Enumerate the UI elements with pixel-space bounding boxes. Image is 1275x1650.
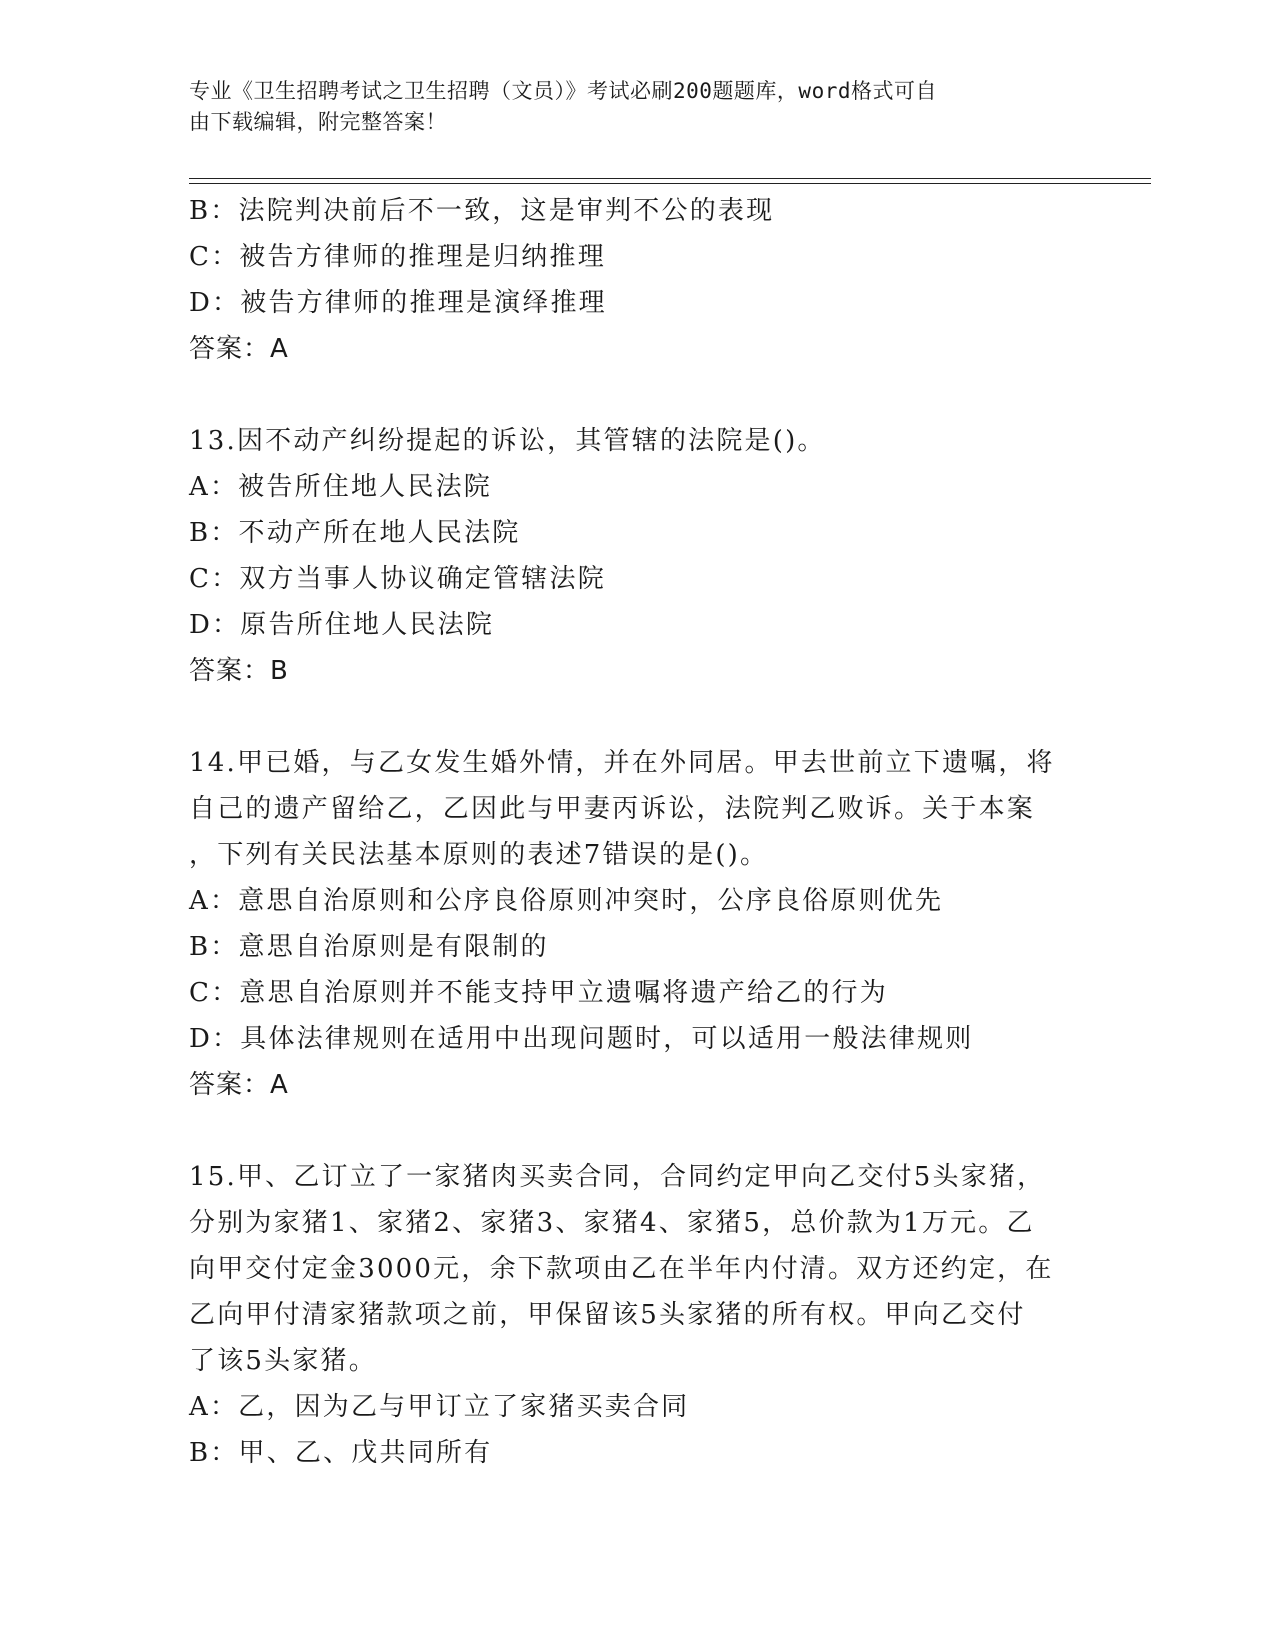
option-c: C：意思自治原则并不能支持甲立遗嘱将遗产给乙的行为 bbox=[189, 978, 888, 1008]
question-14 bbox=[189, 740, 1089, 1108]
option-b: B：法院判决前后不一致，这是审判不公的表现 bbox=[189, 196, 775, 226]
option-d: D：被告方律师的推理是演绎推理 bbox=[189, 288, 607, 318]
question-stem: 分别为家猪1、家猪2、家猪3、家猪4、家猪5，总价款为1万元。乙 bbox=[189, 1208, 1035, 1238]
answer-label: 答案：A bbox=[189, 334, 289, 364]
option-d: D：具体法律规则在适用中出现问题时，可以适用一般法律规则 bbox=[189, 1024, 974, 1054]
question-list bbox=[189, 188, 1089, 1476]
option-c: C：双方当事人协议确定管辖法院 bbox=[189, 564, 606, 594]
option-d: D：原告所住地人民法院 bbox=[189, 610, 495, 640]
option-b: B：不动产所在地人民法院 bbox=[189, 518, 521, 548]
option-a: A：乙，因为乙与甲订立了家猪买卖合同 bbox=[189, 1392, 690, 1422]
header-divider-top bbox=[189, 178, 1151, 179]
question-stem: 向甲交付定金3000元，余下款项由乙在半年内付清。双方还约定，在 bbox=[189, 1254, 1054, 1284]
question-stem: 14.甲已婚，与乙女发生婚外情，并在外同居。甲去世前立下遗嘱，将 bbox=[189, 748, 1055, 778]
option-a: A：被告所住地人民法院 bbox=[189, 472, 492, 502]
option-b: B：甲、乙、戊共同所有 bbox=[189, 1438, 493, 1468]
question-stem: 了该5头家猪。 bbox=[189, 1346, 377, 1376]
option-c: C：被告方律师的推理是归纳推理 bbox=[189, 242, 606, 272]
answer-label: 答案：A bbox=[189, 1070, 289, 1100]
question-stem: 乙向甲付清家猪款项之前，甲保留该5头家猪的所有权。甲向乙交付 bbox=[189, 1300, 1026, 1330]
question-stem: ，下列有关民法基本原则的表述7错误的是()。 bbox=[189, 840, 769, 870]
question-12-continuation bbox=[189, 188, 1089, 372]
question-stem: 自己的遗产留给乙，乙因此与甲妻丙诉讼，法院判乙败诉。关于本案 bbox=[189, 794, 1036, 824]
header-divider-bottom bbox=[189, 183, 1151, 184]
answer-label: 答案：B bbox=[189, 656, 289, 686]
question-15 bbox=[189, 1154, 1089, 1476]
option-b: B：意思自治原则是有限制的 bbox=[189, 932, 549, 962]
header-title-line-1: 专业《卫生招聘考试之卫生招聘（文员）》考试必刷200题题库，word格式可自 bbox=[189, 79, 937, 103]
question-13 bbox=[189, 418, 1089, 694]
option-a: A：意思自治原则和公序良俗原则冲突时，公序良俗原则优先 bbox=[189, 886, 944, 916]
header-title-line-2: 由下载编辑，附完整答案！ bbox=[189, 110, 447, 134]
question-stem: 15.甲、乙订立了一家猪肉买卖合同，合同约定甲向乙交付5头家猪， bbox=[189, 1162, 1046, 1192]
question-stem: 13.因不动产纠纷提起的诉讼，其管辖的法院是()。 bbox=[189, 426, 826, 456]
document-header bbox=[189, 76, 1069, 138]
